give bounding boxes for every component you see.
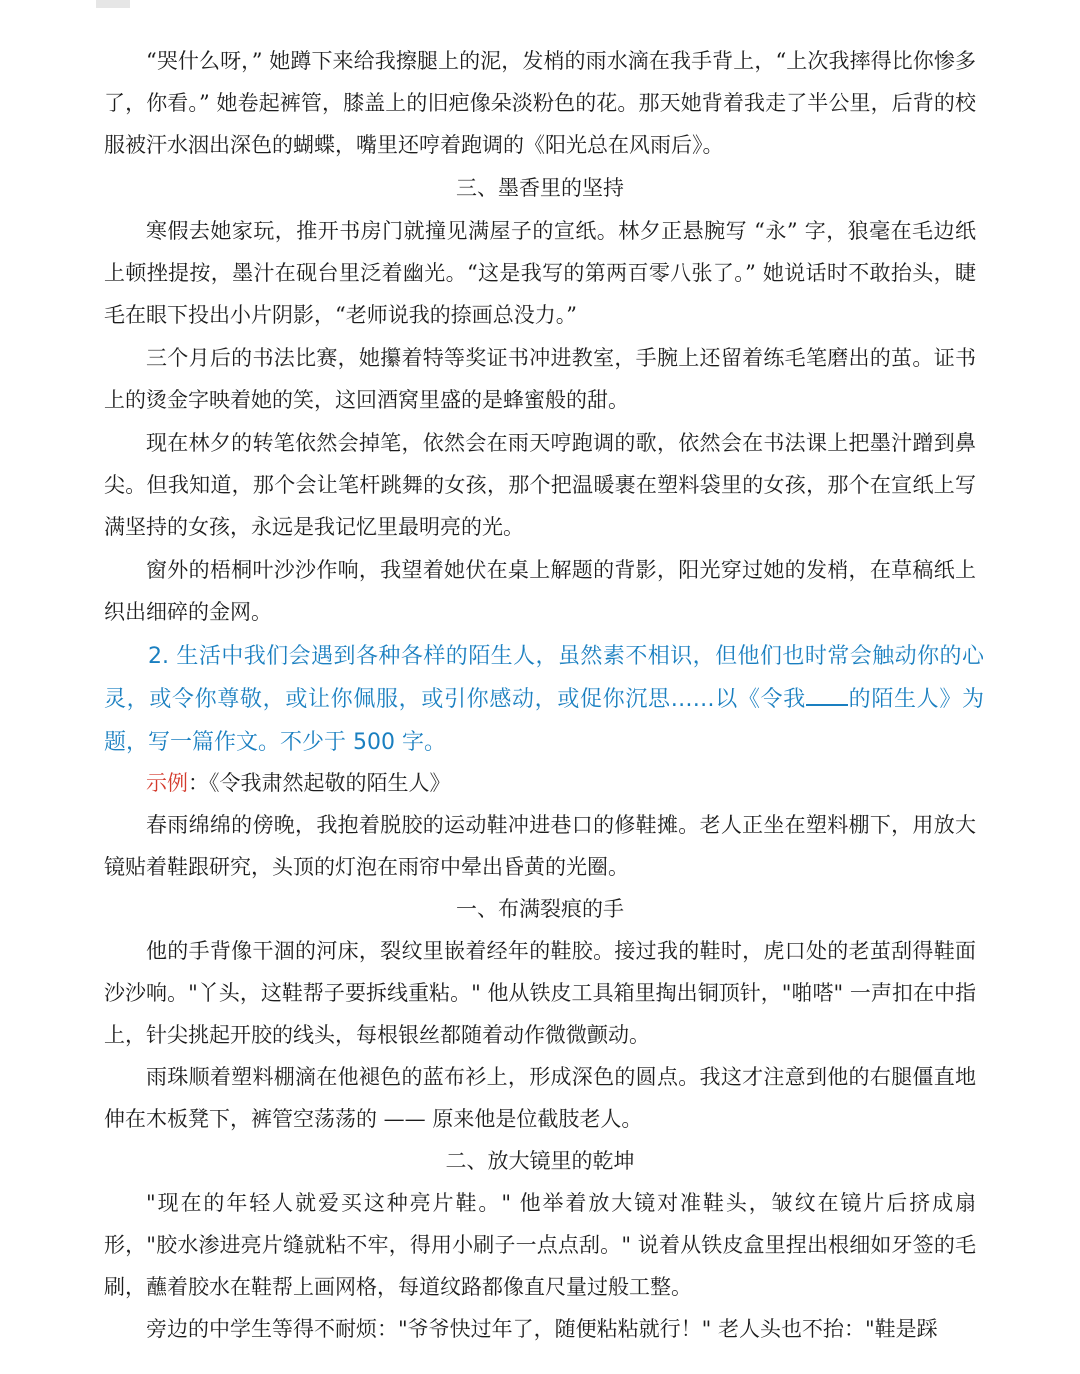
prompt-blank-line	[806, 682, 848, 706]
story-paragraph-1: “哭什么呀，” 她蹲下来给我擦腿上的泥，发梢的雨水滴在我手背上，“上次我摔得比你惨多了，你看。” 她卷起裤管，膝盖上的旧疤像朵淡粉色的花。那天她背着我走了半公里，后背的校服被汗水洇出深色的蝴蝶，嘴里还哼着跑调的《阳光总在风雨后》。	[104, 49, 976, 157]
writing-prompt-part1: 2. 生活中我们会遇到各种各样的陌生人，虽然素不相识，但他们也时常会触动你的心灵，或令你尊敬，或让你佩服，或引你感动，或促你沉思……以《令我	[104, 644, 984, 712]
example-label: 示例	[146, 771, 188, 795]
story-paragraph-3: 三个月后的书法比赛，她攥着特等奖证书冲进教室，手腕上还留着练毛笔磨出的茧。证书上的烫金字映着她的笑，这回酒窝里盛的是蜂蜜般的甜。	[104, 346, 976, 412]
story-section-upper	[104, 40, 976, 633]
example-heading-1: 一、布满裂痕的手	[456, 897, 624, 921]
example-paragraph-2: 雨珠顺着塑料棚滴在他褪色的蓝布衫上，形成深色的圆点。我这才注意到他的右腿僵直地伸在木板凳下，裤管空荡荡的 —— 原来他是位截肢老人。	[104, 1065, 976, 1131]
writing-prompt	[104, 635, 984, 764]
writing-prompt-part2: 的陌生人》为题，写一篇作文。不少于 500 字。	[104, 687, 984, 755]
example-paragraph-1: 他的手背像干涸的河床，裂纹里嵌着经年的鞋胶。接过我的鞋时，虎口处的老茧刮得鞋面沙沙响。"丫头，这鞋帮子要拆线重粘。" 他从铁皮工具箱里掏出铜顶针，"啪嗒" 一声扣在中指上，针尖挑起开胶的线头，每根银丝都随着动作微微颤动。	[104, 939, 976, 1047]
example-title-line	[104, 762, 976, 804]
story-paragraph-2: 寒假去她家玩，推开书房门就撞见满屋子的宣纸。林夕正悬腕写 “永” 字，狼毫在毛边纸上顿挫提按，墨汁在砚台里泛着幽光。“这是我写的第两百零八张了。” 她说话时不敢抬头，睫毛在眼下投出小片阴影，“老师说我的捺画总没力。”	[104, 219, 976, 327]
page-top-mark	[96, 0, 130, 8]
story-paragraph-4: 现在林夕的转笔依然会掉笔，依然会在雨天哼跑调的歌，依然会在书法课上把墨汁蹭到鼻尖。但我知道，那个会让笔杆跳舞的女孩，那个把温暖裹在塑料袋里的女孩，那个在宣纸上写满坚持的女孩，永远是我记忆里最明亮的光。	[104, 431, 976, 539]
example-heading-2: 二、放大镜里的乾坤	[445, 1149, 635, 1173]
section-heading-3: 三、墨香里的坚持	[456, 176, 624, 200]
example-paragraph-4: 旁边的中学生等得不耐烦："爷爷快过年了，随便粘粘就行！" 老人头也不抬："鞋是踩	[146, 1317, 938, 1341]
example-essay-section	[104, 762, 976, 1350]
writing-prompt-section	[104, 635, 984, 764]
story-paragraph-5: 窗外的梧桐叶沙沙作响，我望着她伏在桌上解题的背影，阳光穿过她的发梢，在草稿纸上织出细碎的金网。	[104, 558, 976, 624]
example-paragraph-3: "现在的年轻人就爱买这种亮片鞋。" 他举着放大镜对准鞋头，皱纹在镜片后挤成扇形，"胶水渗进亮片缝就粘不牢，得用小刷子一点点刮。" 说着从铁皮盒里捏出根细如牙签的毛刷，蘸着胶水在鞋帮上画网格，每道纹路都像直尺量过般工整。	[104, 1191, 976, 1299]
example-title: 《令我肃然起敬的陌生人》	[209, 771, 451, 795]
example-intro: 春雨绵绵的傍晚，我抱着脱胶的运动鞋冲进巷口的修鞋摊。老人正坐在塑料棚下，用放大镜贴着鞋跟研究，头顶的灯泡在雨帘中晕出昏黄的光圈。	[104, 813, 976, 879]
example-colon: ：	[188, 771, 209, 795]
